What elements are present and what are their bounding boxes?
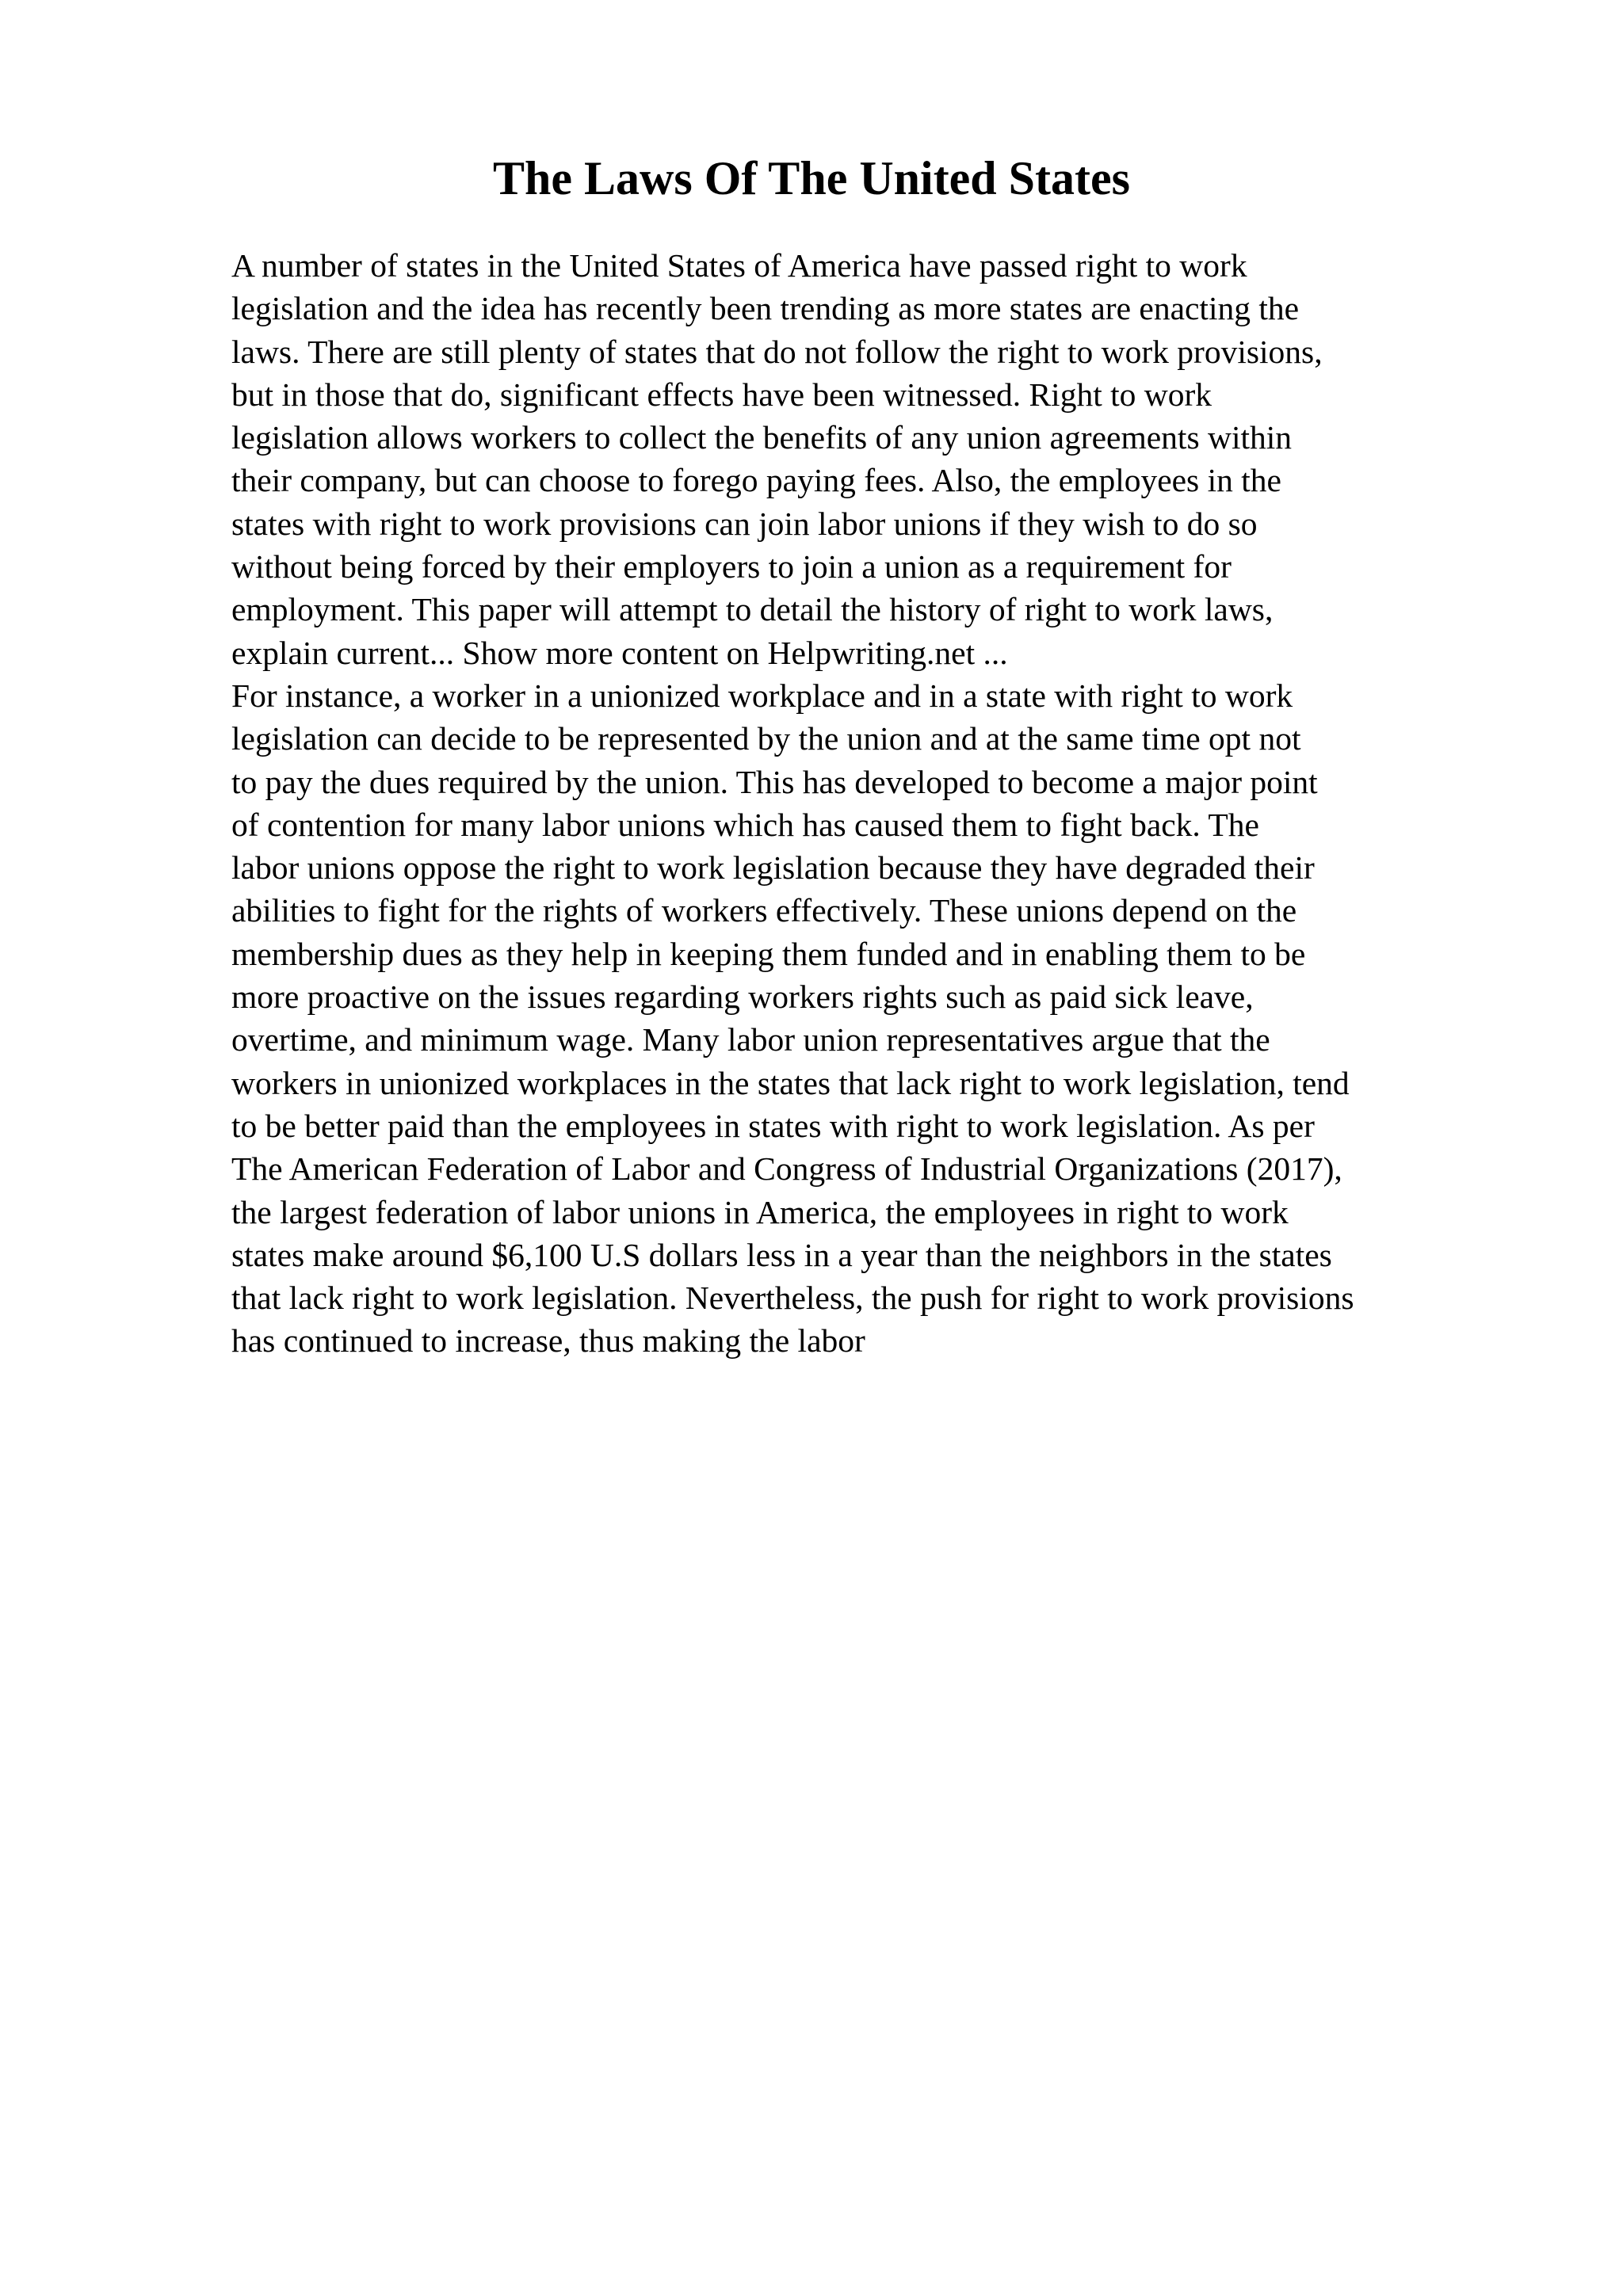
- body-line: that lack right to work legislation. Nevertheless, the push for right to work provisions: [231, 1280, 1354, 1317]
- body-line: legislation allows workers to collect the benefits of any union agreements within: [231, 419, 1293, 456]
- body-line: to pay the dues required by the union. This has developed to become a major point: [231, 763, 1318, 800]
- body-line: states make around $6,100 U.S dollars less in a year than the neighbors in the states: [231, 1236, 1332, 1273]
- body-line: laws. There are still plenty of states that do not follow the right to work provisions,: [231, 333, 1323, 370]
- body-line: more proactive on the issues regarding workers rights such as paid sick leave,: [231, 978, 1254, 1016]
- body-line: to be better paid than the employees in states with right to work legislation. As per: [231, 1107, 1315, 1144]
- body-line: explain current... Show more content on Helpwriting.net ...: [231, 634, 1008, 671]
- body-line: membership dues as they help in keeping them funded and in enabling them to be: [231, 935, 1306, 972]
- body-line: their company, but can choose to forego paying fees. Also, the employees in the: [231, 462, 1281, 499]
- body-line: has continued to increase, thus making the labor: [231, 1322, 865, 1360]
- body-line: the largest federation of labor unions in America, the employees in right to work: [231, 1193, 1289, 1230]
- body-line: legislation and the idea has recently been trending as more states are enacting the: [231, 290, 1300, 327]
- body-line: states with right to work provisions can join labor unions if they wish to do so: [231, 505, 1258, 542]
- body-line: abilities to fight for the rights of workers effectively. These unions depend on the: [231, 892, 1297, 929]
- body-line: overtime, and minimum wage. Many labor union representatives argue that the: [231, 1021, 1270, 1058]
- body-line: The American Federation of Labor and Congress of Industrial Organizations (2017),: [231, 1150, 1342, 1188]
- body-line: A number of states in the United States of America have passed right to work: [231, 247, 1247, 284]
- body-line: For instance, a worker in a unionized workplace and in a state with right to work: [231, 677, 1293, 714]
- body-line: legislation can decide to be represented by the union and at the same time opt not: [231, 720, 1301, 757]
- body-line: of contention for many labor unions which has caused them to fight back. The: [231, 806, 1259, 843]
- document-body: [231, 244, 1515, 1363]
- body-line: workers in unionized workplaces in the states that lack right to work legislation, tend: [231, 1064, 1350, 1101]
- body-line: employment. This paper will attempt to detail the history of right to work laws,: [231, 591, 1274, 628]
- document-title: The Laws Of The United States: [493, 152, 1130, 204]
- body-line: without being forced by their employers to join a union as a requirement for: [231, 548, 1232, 585]
- body-line: labor unions oppose the right to work legislation because they have degraded their: [231, 849, 1315, 887]
- body-line: but in those that do, significant effects have been witnessed. Right to work: [231, 376, 1212, 413]
